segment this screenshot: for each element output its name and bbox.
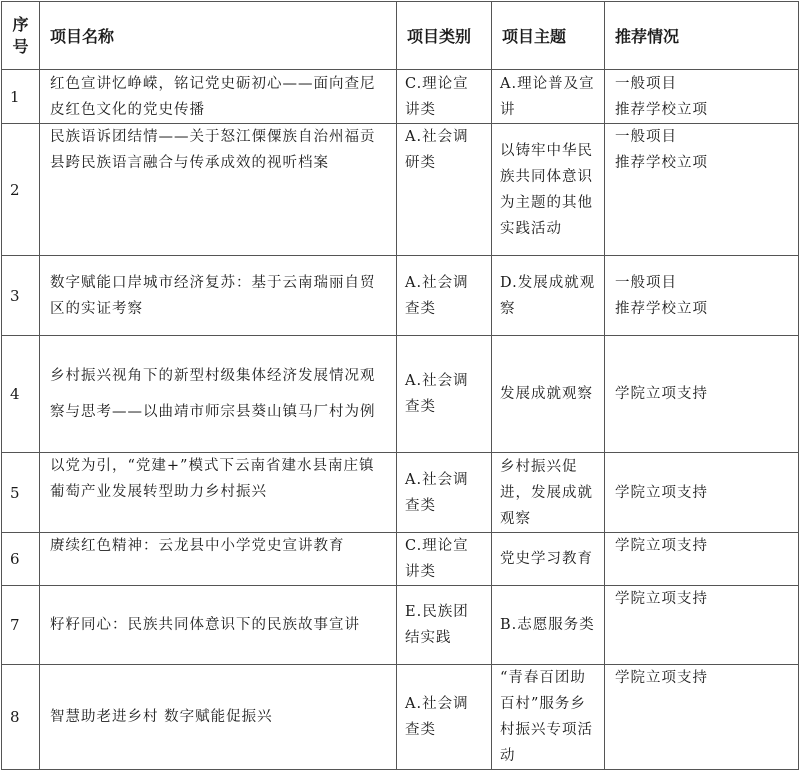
cell-category: A.社会调查类	[397, 336, 492, 453]
table-row	[2, 533, 799, 586]
header-row	[2, 2, 799, 70]
cell-seq: 1	[2, 70, 40, 124]
cell-recommendation: 学院立项支持	[605, 665, 799, 770]
cell-recommendation: 一般项目 推荐学校立项	[605, 70, 799, 124]
cell-name: 民族语诉团结情——关于怒江傈僳族自治州福贡县跨民族语言融合与传承成效的视听档案	[40, 124, 397, 256]
cell-name: 数字赋能口岸城市经济复苏：基于云南瑞丽自贸区的实证考察	[40, 256, 397, 336]
cell-theme: A.理论普及宣讲	[492, 70, 605, 124]
cell-seq: 7	[2, 586, 40, 665]
cell-recommendation: 学院立项支持	[605, 336, 799, 453]
cell-theme: 乡村振兴促进，发展成就观察	[492, 453, 605, 533]
cell-theme: D.发展成就观察	[492, 256, 605, 336]
cell-theme: 党史学习教育	[492, 533, 605, 586]
table-row	[2, 124, 799, 256]
table-row	[2, 336, 799, 453]
cell-category: E.民族团结实践	[397, 586, 492, 665]
table-row	[2, 70, 799, 124]
cell-name: 乡村振兴视角下的新型村级集体经济发展情况观察与思考——以曲靖市师宗县葵山镇马厂村为例	[40, 336, 397, 453]
cell-recommendation: 一般项目 推荐学校立项	[605, 256, 799, 336]
cell-theme: 以铸牢中华民族共同体意识为主题的其他实践活动	[492, 124, 605, 256]
cell-name: 赓续红色精神：云龙县中小学党史宣讲教育	[40, 533, 397, 586]
cell-theme: 发展成就观察	[492, 336, 605, 453]
cell-category: A.社会调查类	[397, 665, 492, 770]
cell-seq: 3	[2, 256, 40, 336]
cell-seq: 8	[2, 665, 40, 770]
header-category: 项目类别	[397, 2, 492, 70]
header-theme: 项目主题	[492, 2, 605, 70]
cell-name: 籽籽同心：民族共同体意识下的民族故事宣讲	[40, 586, 397, 665]
header-recommendation: 推荐情况	[605, 2, 799, 70]
cell-recommendation: 一般项目 推荐学校立项	[605, 124, 799, 256]
cell-category: C.理论宣讲类	[397, 70, 492, 124]
cell-recommendation: 学院立项支持	[605, 533, 799, 586]
cell-seq: 5	[2, 453, 40, 533]
cell-theme: “青春百团助百村”服务乡村振兴专项活动	[492, 665, 605, 770]
cell-seq: 2	[2, 124, 40, 256]
cell-category: A.社会调查类	[397, 453, 492, 533]
cell-seq: 6	[2, 533, 40, 586]
cell-theme: B.志愿服务类	[492, 586, 605, 665]
cell-name: 红色宣讲忆峥嵘，铭记党史砺初心——面向查尼皮红色文化的党史传播	[40, 70, 397, 124]
cell-seq: 4	[2, 336, 40, 453]
cell-category: A.社会调研类	[397, 124, 492, 256]
table-row	[2, 256, 799, 336]
cell-category: A.社会调查类	[397, 256, 492, 336]
cell-recommendation: 学院立项支持	[605, 453, 799, 533]
cell-name: 以党为引，“党建+”模式下云南省建水县南庄镇葡萄产业发展转型助力乡村振兴	[40, 453, 397, 533]
table-row	[2, 453, 799, 533]
table-row	[2, 665, 799, 770]
header-name: 项目名称	[40, 2, 397, 70]
header-seq: 序号	[2, 2, 40, 70]
cell-category: C.理论宣讲类	[397, 533, 492, 586]
cell-recommendation: 学院立项支持	[605, 586, 799, 665]
cell-name: 智慧助老进乡村 数字赋能促振兴	[40, 665, 397, 770]
project-table	[1, 1, 799, 770]
table-row	[2, 586, 799, 665]
